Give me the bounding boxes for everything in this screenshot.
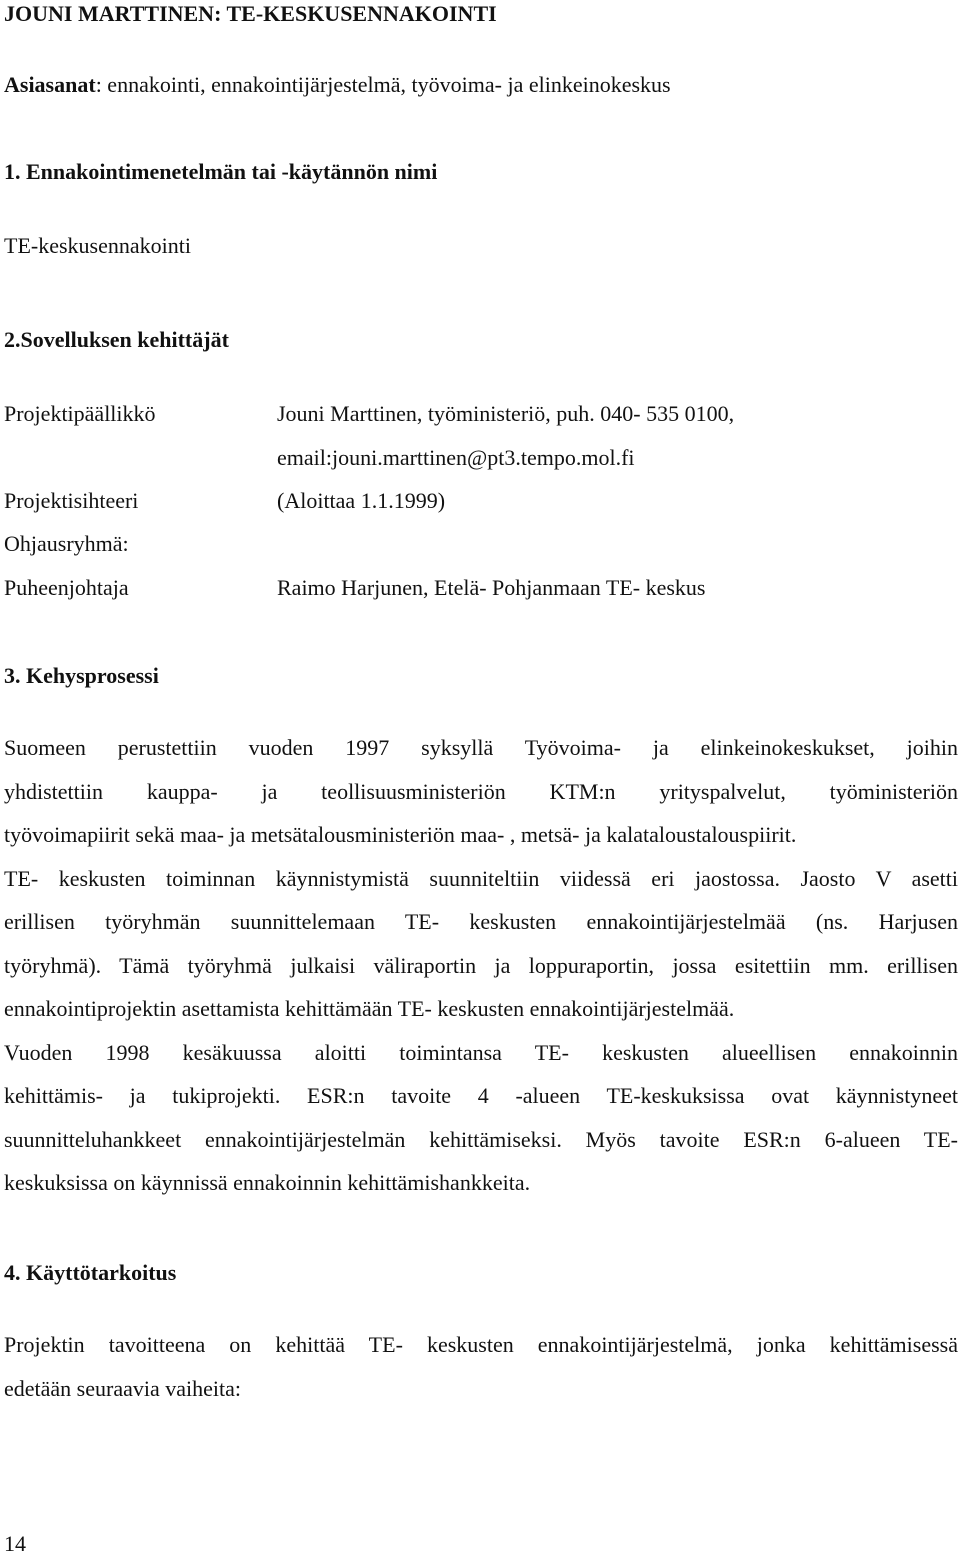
keywords-line <box>4 71 671 99</box>
developer-role-value: email:jouni.marttinen@pt3.tempo.mol.fi <box>277 445 635 470</box>
paragraph-line: yhdistettiin kauppa- ja teollisuusministeriön KTM:n yrityspalvelut, työministeriön <box>4 778 958 804</box>
section3-paragraph <box>4 726 958 1205</box>
section4-heading: 4. Käyttötarkoitus <box>4 1260 177 1285</box>
paragraph-line: Projektin tavoitteena on kehittää TE- keskusten ennakointijärjestelmä, jonka kehittämisessä <box>4 1332 958 1357</box>
developer-role-label: Projektipäällikkö <box>4 401 156 426</box>
developer-role-value: Jouni Marttinen, työministeriö, puh. 040- 535 0100, <box>277 401 735 426</box>
paragraph-line: Suomeen perustettiin vuoden 1997 syksyllä Työvoima- ja elinkeinokeskukset, joihin <box>4 735 958 760</box>
paragraph-line: työryhmä). Tämä työryhmä julkaisi väliraportin ja loppuraportin, jossa esitettiin mm. erillisen <box>4 952 958 978</box>
paragraph-line: kehittämis- ja tukiprojekti. ESR:n tavoite 4 -alueen TE-keskuksissa ovat käynnistyneet <box>4 1083 958 1108</box>
paragraph-line: työvoimapiirit sekä maa- ja metsätalousministeriön maa- , metsä- ja kalataloustalouspiirit. <box>4 822 797 847</box>
developer-role-label: Puheenjohtaja <box>4 575 129 600</box>
section1-heading: 1. Ennakointimenetelmän tai -käytännön nimi <box>4 159 438 184</box>
paragraph-line: Vuoden 1998 kesäkuussa aloitti toimintansa TE- keskusten alueellisen ennakoinnin <box>4 1039 958 1065</box>
keywords-text: : ennakointi, ennakointijärjestelmä, työvoima- ja elinkeinokeskus <box>95 72 671 97</box>
developer-role-value: Raimo Harjunen, Etelä- Pohjanmaan TE- keskus <box>277 575 706 600</box>
paragraph-line: erillisen työryhmän suunnittelemaan TE- keskusten ennakointijärjestelmää (ns. Harjusen <box>4 909 958 934</box>
section2-heading: 2.Sovelluksen kehittäjät <box>4 327 229 352</box>
developer-role-label: Ohjausryhmä: <box>4 531 129 556</box>
section3-heading: 3. Kehysprosessi <box>4 663 159 688</box>
paragraph-line: edetään seuraavia vaiheita: <box>4 1375 241 1401</box>
developer-role-label: Projektisihteeri <box>4 488 139 513</box>
section1-text: TE-keskusennakointi <box>4 233 191 258</box>
paragraph-line: ennakointiprojektin asettamista kehittämään TE- keskusten ennakointijärjestelmää. <box>4 996 735 1021</box>
paragraph-line: keskuksissa on käynnissä ennakoinnin kehittämishankkeita. <box>4 1170 531 1195</box>
developer-role-value: (Aloittaa 1.1.1999) <box>277 488 446 513</box>
page-title: JOUNI MARTTINEN: TE-KESKUSENNAKOINTI <box>4 1 497 26</box>
page-number: 14 <box>4 1531 26 1556</box>
paragraph-line: suunnitteluhankkeet ennakointijärjestelmän kehittämiseksi. Myös tavoite ESR:n 6-alueen TE- <box>4 1126 958 1152</box>
keywords-label: Asiasanat <box>4 72 96 97</box>
section4-paragraph <box>4 1323 958 1410</box>
paragraph-line: TE- keskusten toiminnan käynnistymistä suunniteltiin viidessä eri jaostossa. Jaosto V asetti <box>4 865 958 891</box>
